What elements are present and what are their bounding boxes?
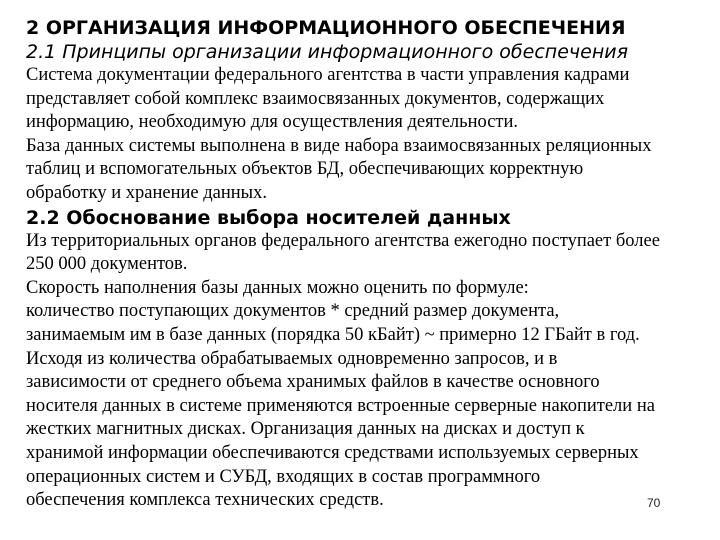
text-line: количество поступающих документов * средний размер документа,	[26, 301, 560, 322]
text-line: Из территориальных органов федерального агентства ежегодно поступает более	[26, 230, 660, 251]
paragraph-documents-volume	[26, 230, 716, 277]
text-line: Скорость наполнения базы данных можно оценить по формуле:	[26, 277, 529, 298]
text-line: зависимости от среднего объема хранимых файлов в качестве основного	[26, 372, 600, 393]
slide-content	[26, 16, 716, 513]
text-line: обработку и хранение данных.	[26, 182, 267, 203]
subsection-title-2-2: 2.2 Обоснование выбора носителей данных	[26, 206, 511, 229]
text-line: Система документации федерального агентства в части управления кадрами	[26, 65, 630, 85]
text-line: носителя данных в системе применяются встроенные серверные накопители на	[26, 395, 655, 416]
text-line: хранимой информации обеспечиваются средствами используемых серверных	[26, 442, 639, 463]
text-line: Исходя из количества обрабатываемых одновременно запросов, и в	[26, 348, 558, 369]
text-line: представляет собой комплекс взаимосвязанных документов, содержащих	[26, 88, 605, 109]
text-line: таблиц и вспомогательных объектов БД, обеспечивающих корректную	[26, 159, 584, 180]
text-line: База данных системы выполнена в виде набора взаимосвязанных реляционных	[26, 135, 652, 156]
text-line: 250 000 документов.	[26, 254, 188, 275]
subsection-title-2-1: 2.1 Принципы организации информационного обеспечения	[26, 41, 629, 63]
page-number: 70	[647, 496, 661, 510]
text-line: обеспечения комплекса технических средств.	[26, 490, 384, 511]
paragraph-storage-media	[26, 348, 716, 513]
section-title: 2 ОРГАНИЗАЦИЯ ИНФОРМАЦИОННОГО ОБЕСПЕЧЕНИЯ	[26, 17, 626, 39]
text-line: операционных систем и СУБД, входящих в состав программного	[26, 466, 541, 487]
paragraph-documentation-system	[26, 64, 716, 135]
paragraph-fill-rate-formula	[26, 277, 716, 348]
paragraph-database	[26, 135, 716, 206]
text-line: жестких магнитных дисках. Организация данных на дисках и доступ к	[26, 419, 585, 440]
text-line: занимаемым им в базе данных (порядка 50 кБайт) ~ примерно 12 ГБайт в год.	[26, 324, 640, 345]
text-line: информацию, необходимую для осуществления деятельности.	[26, 112, 519, 133]
